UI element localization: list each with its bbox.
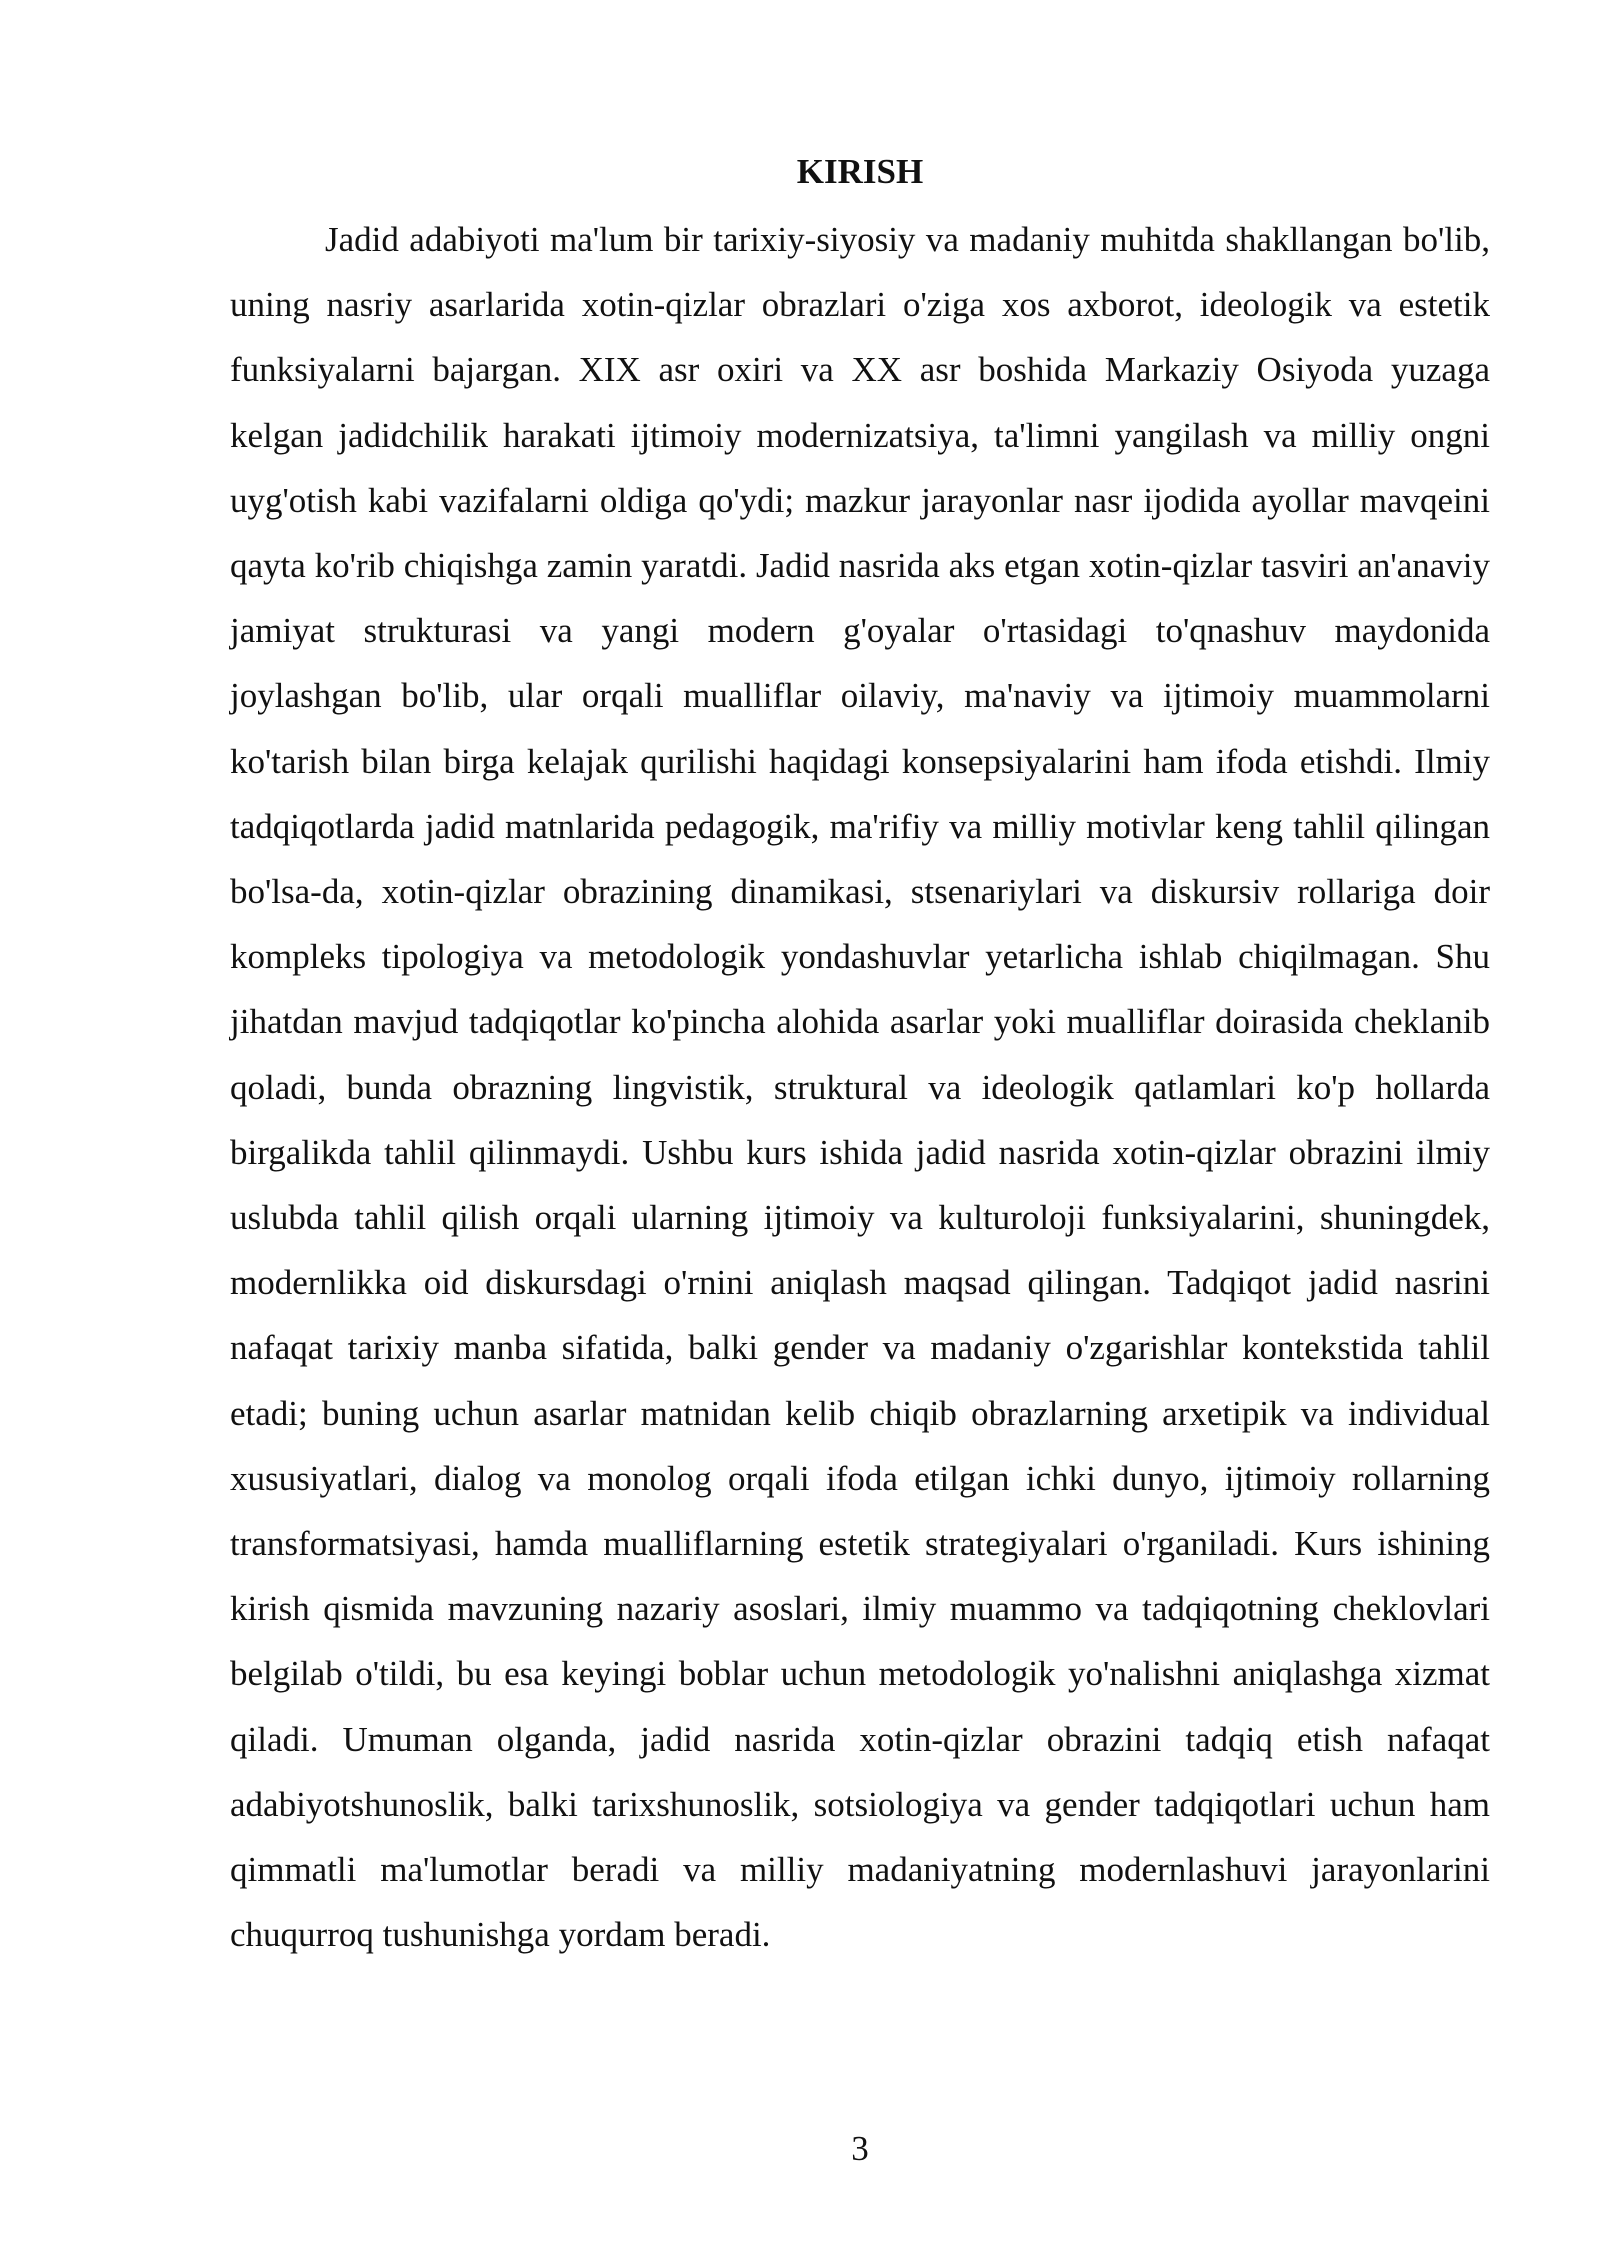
page-title: KIRISH <box>796 152 924 191</box>
body-paragraph: Jadid adabiyoti ma'lum bir tarixiy-siyosiy va madaniy muhitda shakllangan bo'lib, uning nasriy asarlarida xotin-qizlar obrazlari o'ziga xos axborot, ideologik va estetik funksiyalarni bajargan. XIX asr oxiri va XX asr boshida Markaziy Osiyoda yuzaga kelgan jadidchilik harakati ijtimoiy modernizatsiya, ta'limni yangilash va milliy ongni uyg'otish kabi vazifalarni oldiga qo'ydi; mazkur jarayonlar nasr ijodida ayollar mavqeini qayta ko'rib chiqishga zamin yaratdi. Jadid nasrida aks etgan xotin-qizlar tasviri an'anaviy jamiyat strukturasi va yangi modern g'oyalar o'rtasidagi to'qnashuv maydonida joylashgan bo'lib, ular orqali mualliflar oilaviy, ma'naviy va ijtimoiy muammolarni ko'tarish bilan birga kelajak qurilishi haqidagi konsepsiyalarini ham ifoda etishdi. Ilmiy tadqiqotlarda jadid matnlarida pedagogik, ma'rifiy va milliy motivlar keng tahlil qilingan bo'lsa-da, xotin-qizlar obrazining dinamikasi, stsenariylari va diskursiv rollariga doir kompleks tipologiya va metodologik yondashuvlar yetarlicha ishlab chiqilmagan. Shu jihatdan mavjud tadqiqotlar ko'pincha alohida asarlar yoki mualliflar doirasida cheklanib qoladi, bunda obrazning lingvistik, struktural va ideologik qatlamlari ko'p hollarda birgalikda tahlil qilinmaydi. Ushbu kurs ishida jadid nasrida xotin-qizlar obrazini ilmiy uslubda tahlil qilish orqali ularning ijtimoiy va kulturoloji funksiyalarini, shuningdek, modernlikka oid diskursdagi o'rnini aniqlash maqsad qilingan. Tadqiqot jadid nasrini nafaqat tarixiy manba sifatida, balki gender va madaniy o'zgarishlar kontekstida tahlil etadi; buning uchun asarlar matnidan kelib chiqib obrazlarning arxetipik va individual xususiyatlari, dialog va monolog orqali ifoda etilgan ichki dunyo, ijtimoiy rollarning transformatsiyasi, hamda mualliflarning estetik strategiyalari o'rganiladi. Kurs ishining kirish qismida mavzuning nazariy asoslari, ilmiy muammo va tadqiqotning cheklovlari belgilab o'tildi, bu esa keyingi boblar uchun metodologik yo'nalishni aniqlashga xizmat qiladi. Umuman olganda, jadid nasrida xotin-qizlar obrazini tadqiq etish nafaqat adabiyotshunoslik, balki tarixshunoslik, sotsiologiya va gender tadqiqotlari uchun ham qimmatli ma'lumotlar beradi va milliy madaniyatning modernlashuvi jarayonlarini chuqurroq tushunishga yordam beradi. <box>230 220 1490 1955</box>
page-number: 3 <box>851 2129 869 2168</box>
